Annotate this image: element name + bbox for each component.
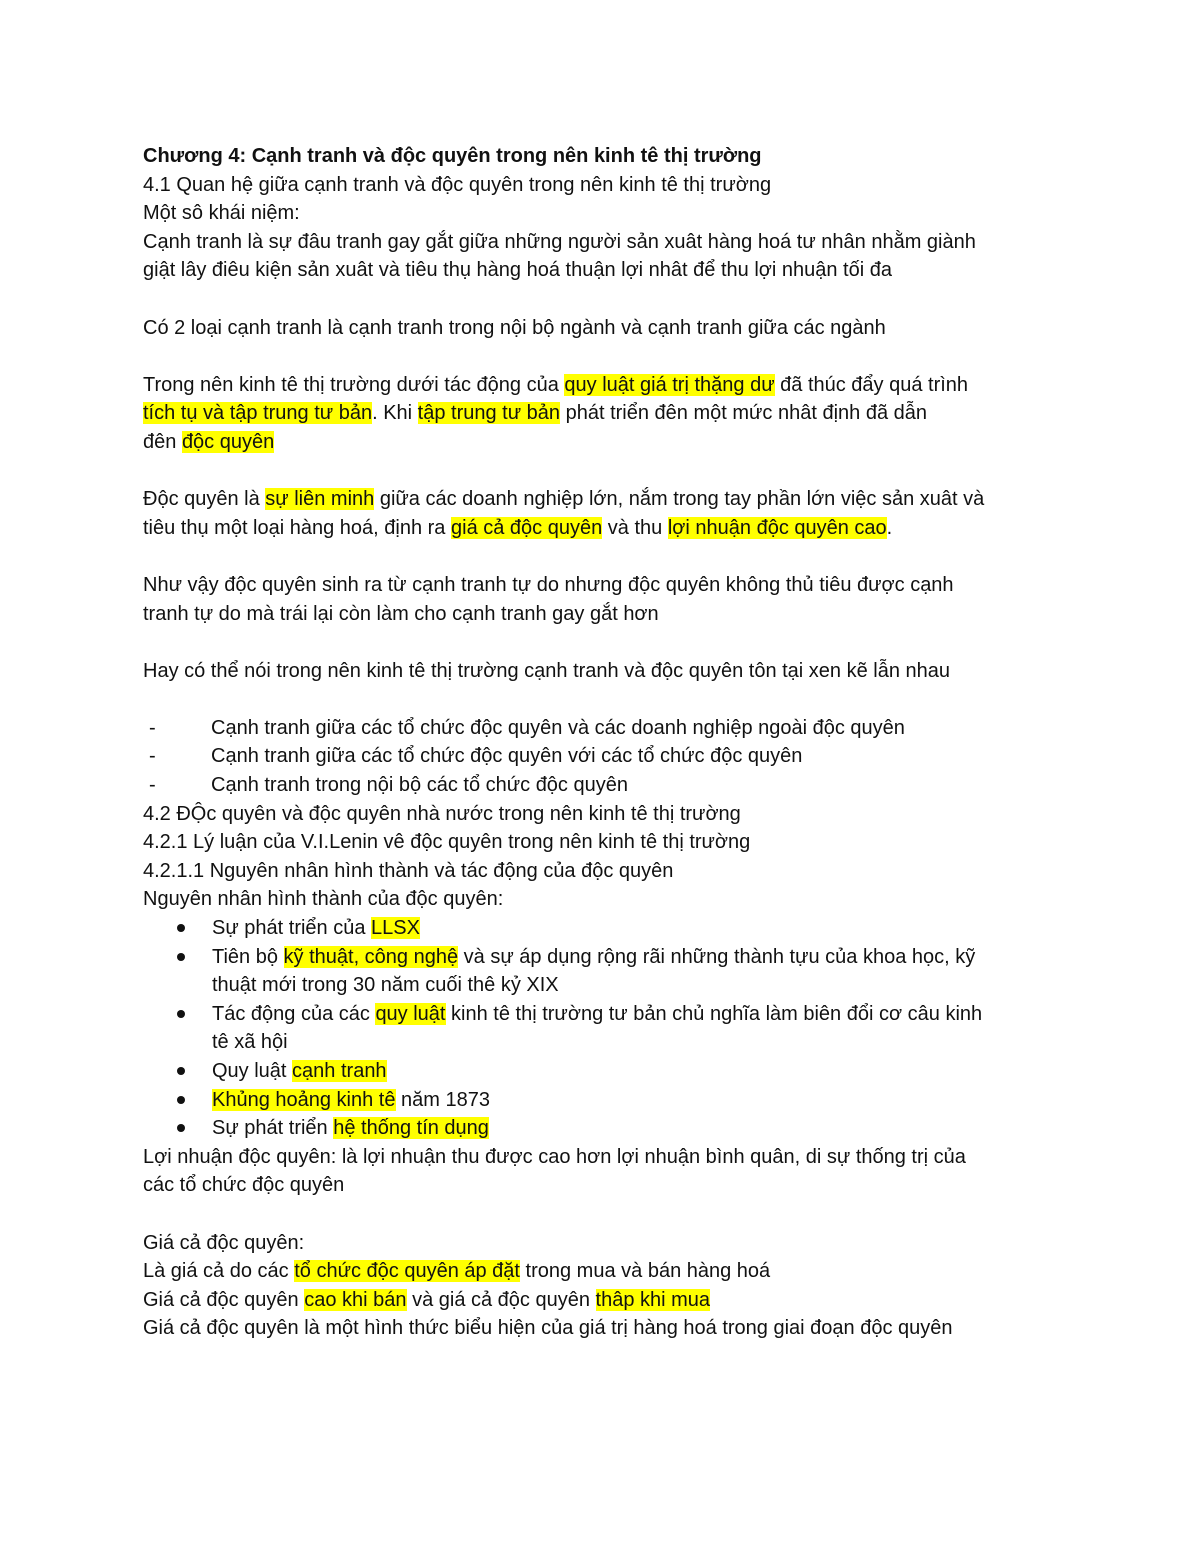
list-item xyxy=(143,1086,1063,1115)
monopoly-profit-line-2: các tổ chức độc quyên xyxy=(143,1174,345,1197)
text-span: năm 1873 xyxy=(395,1088,491,1111)
text-span: đã thúc đẩy quá trình xyxy=(774,373,969,396)
highlight-technology: kỹ thuật, công nghệ xyxy=(283,945,459,968)
concentration-paragraph xyxy=(143,371,1063,457)
list-item-text: Cạnh tranh trong nội bộ các tổ chức độc quyên xyxy=(211,774,628,797)
highlight-competition: cạnh tranh xyxy=(292,1060,387,1082)
dash-marker: - xyxy=(149,716,156,739)
list-item-text: Cạnh tranh giữa các tổ chức độc quyên và các doanh nghiệp ngoài độc quyên xyxy=(211,716,905,739)
bullet-icon xyxy=(177,953,185,961)
list-item xyxy=(143,914,1063,943)
monopoly-price-line-1 xyxy=(143,1257,1063,1286)
bullet-icon xyxy=(177,1124,185,1132)
coexistence-statement: Hay có thể nói trong nên kinh tê thị trường cạnh tranh và độc quyên tôn tại xen kẽ lẫn nhau xyxy=(143,659,951,682)
text-span: Tiên bộ xyxy=(212,945,284,968)
competition-forms-list xyxy=(143,714,1063,800)
highlight-monopoly-price: giá cả độc quyên xyxy=(451,516,603,539)
section-4-2-1-1-heading: 4.2.1.1 Nguyên nhân hình thành và tác động của độc quyên xyxy=(143,859,674,882)
text-span: Quy luật xyxy=(212,1060,293,1082)
highlight-llsx: LLSX xyxy=(371,917,420,940)
text-span: và giá cả độc quyên xyxy=(406,1288,596,1311)
monopoly-profit-line-1: Lợi nhuận độc quyên: là lợi nhuận thu được cao hơn lợi nhuận bình quân, di sự thống trị của xyxy=(143,1145,966,1168)
monopoly-profit-paragraph xyxy=(143,1143,1063,1200)
text-span: Giá cả độc quyên xyxy=(143,1288,305,1311)
text-span: đên xyxy=(143,430,182,453)
monopoly-definition xyxy=(143,485,1063,542)
section-4-1-heading: 4.1 Quan hệ giữa cạnh tranh và độc quyên trong nên kinh tê thị trường xyxy=(143,173,772,196)
causes-list xyxy=(143,914,1063,1143)
highlight-monopoly: độc quyên xyxy=(181,430,275,453)
bullet-icon xyxy=(177,924,185,932)
list-item xyxy=(143,1057,1063,1086)
bullet-icon xyxy=(177,1010,185,1018)
text-span: . xyxy=(886,516,893,539)
competition-definition xyxy=(143,228,1063,285)
monopoly-price-line-3: Giá cả độc quyên là một hình thức biểu hiện của giá trị hàng hoá trong giai đoạn độc quyên xyxy=(143,1317,953,1340)
list-item xyxy=(149,742,1063,771)
list-item-text: Cạnh tranh giữa các tổ chức độc quyên với các tổ chức độc quyên xyxy=(211,745,803,768)
text-span: tiêu thụ một loại hàng hoá, định ra xyxy=(143,516,451,539)
list-item xyxy=(143,1000,1063,1057)
highlight-credit-system: hệ thống tín dụng xyxy=(333,1117,489,1140)
dash-marker: - xyxy=(149,774,156,797)
text-span: và sự áp dụng rộng rãi những thành tựu của khoa học, kỹ xyxy=(458,945,976,968)
monopoly-origin-line-2: tranh tự do mà trái lại còn làm cho cạnh tranh gay gắt hơn xyxy=(143,602,659,625)
text-span: Độc quyên là xyxy=(143,488,266,511)
highlight-laws: quy luật xyxy=(375,1002,446,1025)
text-span: trong mua và bán hàng hoá xyxy=(519,1260,771,1283)
monopoly-origin-line-1: Như vậy độc quyên sinh ra từ cạnh tranh tự do nhưng độc quyên không thủ tiêu được cạnh xyxy=(143,573,954,596)
dash-marker: - xyxy=(149,745,156,768)
list-item xyxy=(149,771,1063,800)
text-span: phát triển đên một mức nhât định đã dẫn xyxy=(560,402,927,425)
highlight-economic-crisis: Khủng hoảng kinh tê xyxy=(212,1088,396,1111)
list-item xyxy=(143,1114,1063,1143)
monopoly-price-line-2 xyxy=(143,1286,1063,1315)
text-span: . Khi xyxy=(372,402,418,425)
chapter-title: Chương 4: Cạnh tranh và độc quyên trong nên kinh tê thị trường xyxy=(143,145,762,167)
text-span: và thu xyxy=(602,516,668,539)
bullet-icon xyxy=(177,1067,185,1075)
competition-definition-line-2: giật lây điêu kiện sản xuât và tiêu thụ hàng hoá thuận lợi nhât để thu lợi nhuận tối đa xyxy=(143,259,892,282)
text-span: Sự phát triển của xyxy=(212,917,372,940)
monopoly-price-label: Giá cả độc quyên: xyxy=(143,1231,305,1254)
highlight-imposed: tổ chức độc quyên áp đặt xyxy=(294,1260,520,1283)
highlight-high-selling: cao khi bán xyxy=(304,1288,407,1311)
text-span: thuật mới trong 30 năm cuối thê kỷ XIX xyxy=(212,974,559,997)
causes-label: Nguyên nhân hình thành của độc quyên: xyxy=(143,888,504,911)
text-span: Sự phát triển xyxy=(212,1117,334,1140)
highlight-surplus-value-law: quy luật giá trị thặng dư xyxy=(564,373,775,396)
text-span: Là giá cả do các xyxy=(143,1260,295,1283)
competition-definition-line-1: Cạnh tranh là sự đâu tranh gay gắt giữa những người sản xuât hàng hoá tư nhân nhằm giành xyxy=(143,230,976,253)
section-4-2-heading: 4.2 ĐỘc quyên và độc quyên nhà nước trong nên kinh tê thị trường xyxy=(143,802,741,825)
competition-types: Có 2 loại cạnh tranh là cạnh tranh trong nội bộ ngành và cạnh tranh giữa các ngành xyxy=(143,316,886,339)
list-item xyxy=(149,714,1063,743)
text-span: kinh tê thị trường tư bản chủ nghĩa làm biên đổi cơ câu kinh xyxy=(445,1002,983,1025)
text-span: tê xã hội xyxy=(212,1031,288,1054)
list-item xyxy=(143,943,1063,1000)
monopoly-origin-paragraph xyxy=(143,571,1063,628)
concepts-label: Một sô khái niệm: xyxy=(143,202,300,225)
bullet-icon xyxy=(177,1096,185,1104)
section-4-2-1-heading: 4.2.1 Lý luận của V.I.Lenin vê độc quyên trong nên kinh tê thị trường xyxy=(143,831,751,854)
text-span: giữa các doanh nghiệp lớn, nắm trong tay phần lớn việc sản xuât và xyxy=(374,488,985,511)
highlight-capital-concentration: tập trung tư bản xyxy=(417,402,561,425)
highlight-monopoly-profit: lợi nhuận độc quyên cao xyxy=(667,516,887,539)
text-span: Tác động của các xyxy=(212,1002,376,1025)
document-body xyxy=(143,142,1063,1343)
highlight-alliance: sự liên minh xyxy=(265,488,375,511)
highlight-capital-accumulation: tích tụ và tập trung tư bản xyxy=(143,402,373,425)
text-span: Trong nên kinh tê thị trường dưới tác động của xyxy=(143,373,565,396)
highlight-low-buying: thâp khi mua xyxy=(595,1288,711,1311)
